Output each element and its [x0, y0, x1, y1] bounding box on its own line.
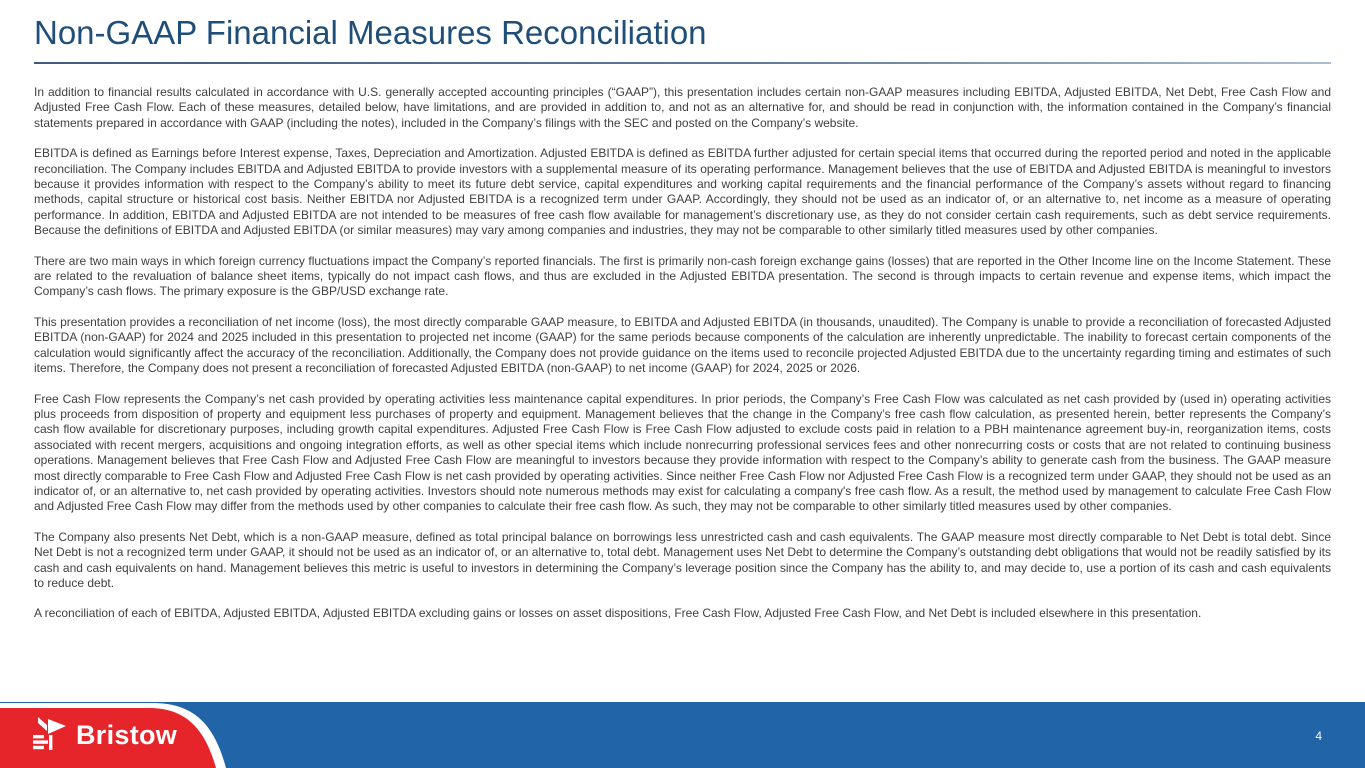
- body-paragraph: A reconciliation of each of EBITDA, Adjusted EBITDA, Adjusted EBITDA excluding gains or losses on asset dispositions, Free Cash Flow, Adjusted Free Cash Flow, and Net Debt is included elsewhere in this presentation.: [34, 606, 1202, 621]
- footer-bar: [0, 702, 1365, 768]
- body-text-block: [0, 64, 1365, 622]
- body-paragraph: There are two main ways in which foreign currency fluctuations impact the Company’s reported financials. The first is primarily non-cash foreign exchange gains (losses) that are reported in the Other Income line on the Income Statement. These are related to the revaluation of balance sheet items, typically do not impact cash flows, and thus are excluded in the Adjusted EBITDA presentation. The second is through impacts to certain revenue and expense items, which impact the Company’s cash flows. The primary exposure is the GBP/USD exchange rate.: [34, 253, 1331, 299]
- slide-header: [0, 0, 1365, 53]
- bristow-wordmark: Bristow: [76, 720, 178, 750]
- body-paragraph: In addition to financial results calculated in accordance with U.S. generally accepted accounting principles (“GAAP”), this presentation includes certain non-GAAP measures including EBITDA, Adjusted EBITDA, Net Debt, Free Cash Flow and Adjusted Free Cash Flow. Each of these measures, detailed below, have limitations, and are provided in addition to, and not as an alternative for, and should be read in conjunction with, the information contained in the Company’s financial statements prepared in accordance with GAAP (including the notes), included in the Company’s filings with the SEC and posted on the Company’s website.: [34, 85, 1331, 130]
- bristow-rotor-icon: [32, 715, 68, 755]
- page-title: Non-GAAP Financial Measures Reconciliation: [34, 14, 707, 51]
- body-paragraph: The Company also presents Net Debt, which is a non-GAAP measure, defined as total principal balance on borrowings less unrestricted cash and cash equivalents. The GAAP measure most directly comparable to Net Debt is total debt. Since Net Debt is not a recognized term under GAAP, it should not be used as an indicator of, or an alternative to, total debt. Management uses Net Debt to determine the Company’s outstanding debt obligations that would not be readily satisfied by its cash and cash equivalents on hand. Management believes this metric is useful to investors in determining the Company’s leverage position since the Company has the ability to, and may decide to, use a portion of its cash and cash equivalents to reduce debt.: [34, 529, 1331, 590]
- body-paragraph: EBITDA is defined as Earnings before Interest expense, Taxes, Depreciation and Amortization. Adjusted EBITDA is defined as EBITDA further adjusted for certain special items that occurred during the reported period and noted in the applicable reconciliation. The Company includes EBITDA and Adjusted EBITDA to provide investors with a supplemental measure of its operating performance. Management believes that the use of EBITDA and Adjusted EBITDA is meaningful to investors because it provides information with respect to the Company’s ability to meet its future debt service, capital expenditures and working capital requirements and the financial performance of the Company’s assets without regard to financing methods, capital structure or historical cost basis. Neither EBITDA nor Adjusted EBITDA is a recognized term under GAAP. Accordingly, they should not be used as an indicator of, or an alternative to, net income as a measure of operating performance. In addition, EBITDA and Adjusted EBITDA are not intended to be measures of free cash flow available for management’s discretionary use, as they do not consider certain cash requirements, such as debt service requirements. Because the definitions of EBITDA and Adjusted EBITDA (or similar measures) may vary among companies and industries, they may not be comparable to other similarly titled measures used by other companies.: [34, 146, 1331, 238]
- body-paragraph: Free Cash Flow represents the Company’s net cash provided by operating activities less maintenance capital expenditures. In prior periods, the Company’s Free Cash Flow was calculated as net cash provided by (used in) operating activities plus proceeds from disposition of property and equipment less purchases of property and equipment. Management believes that the change in the Company’s free cash flow calculation, as presented herein, better represents the Company’s cash flow available for discretionary purposes, including growth capital expenditures. Adjusted Free Cash Flow is Free Cash Flow adjusted to exclude costs paid in relation to a PBH maintenance agreement buy-in, reorganization items, costs associated with recent mergers, acquisitions and ongoing integration efforts, as well as other special items which include nonrecurring professional services fees and other nonrecurring costs or costs that are not related to continuing business operations. Management believes that Free Cash Flow and Adjusted Free Cash Flow are meaningful to investors because they provide information with respect to the Company’s ability to generate cash from the business. The GAAP measure most directly comparable to Free Cash Flow and Adjusted Free Cash Flow is net cash provided by operating activities. Since neither Free Cash Flow nor Adjusted Free Cash Flow is a recognized term under GAAP, they should not be used as an indicator of, or an alternative to, net cash provided by operating activities. Investors should note numerous methods may exist for calculating a company's free cash flow. As a result, the method used by management to calculate Free Cash Flow and Adjusted Free Cash Flow may differ from the methods used by other companies to calculate their free cash flow. As such, they may not be comparable to other similarly titled measures used by other companies.: [34, 391, 1331, 514]
- bristow-logo: [32, 715, 177, 755]
- body-paragraph: This presentation provides a reconciliation of net income (loss), the most directly comparable GAAP measure, to EBITDA and Adjusted EBITDA (in thousands, unaudited). The Company is unable to provide a reconciliation of forecasted Adjusted EBITDA (non-GAAP) for 2024 and 2025 included in this presentation to projected net income (GAAP) for the same periods because components of the calculation are inherently unpredictable. The inability to forecast certain components of the calculation would significantly affect the accuracy of the reconciliation. Additionally, the Company does not provide guidance on the items used to reconcile projected Adjusted EBITDA due to the uncertainty regarding timing and estimates of such items. Therefore, the Company does not present a reconciliation of forecasted Adjusted EBITDA (non-GAAP) to net income (GAAP) for 2024, 2025 or 2026.: [34, 314, 1331, 376]
- page-number: 4: [1315, 729, 1322, 743]
